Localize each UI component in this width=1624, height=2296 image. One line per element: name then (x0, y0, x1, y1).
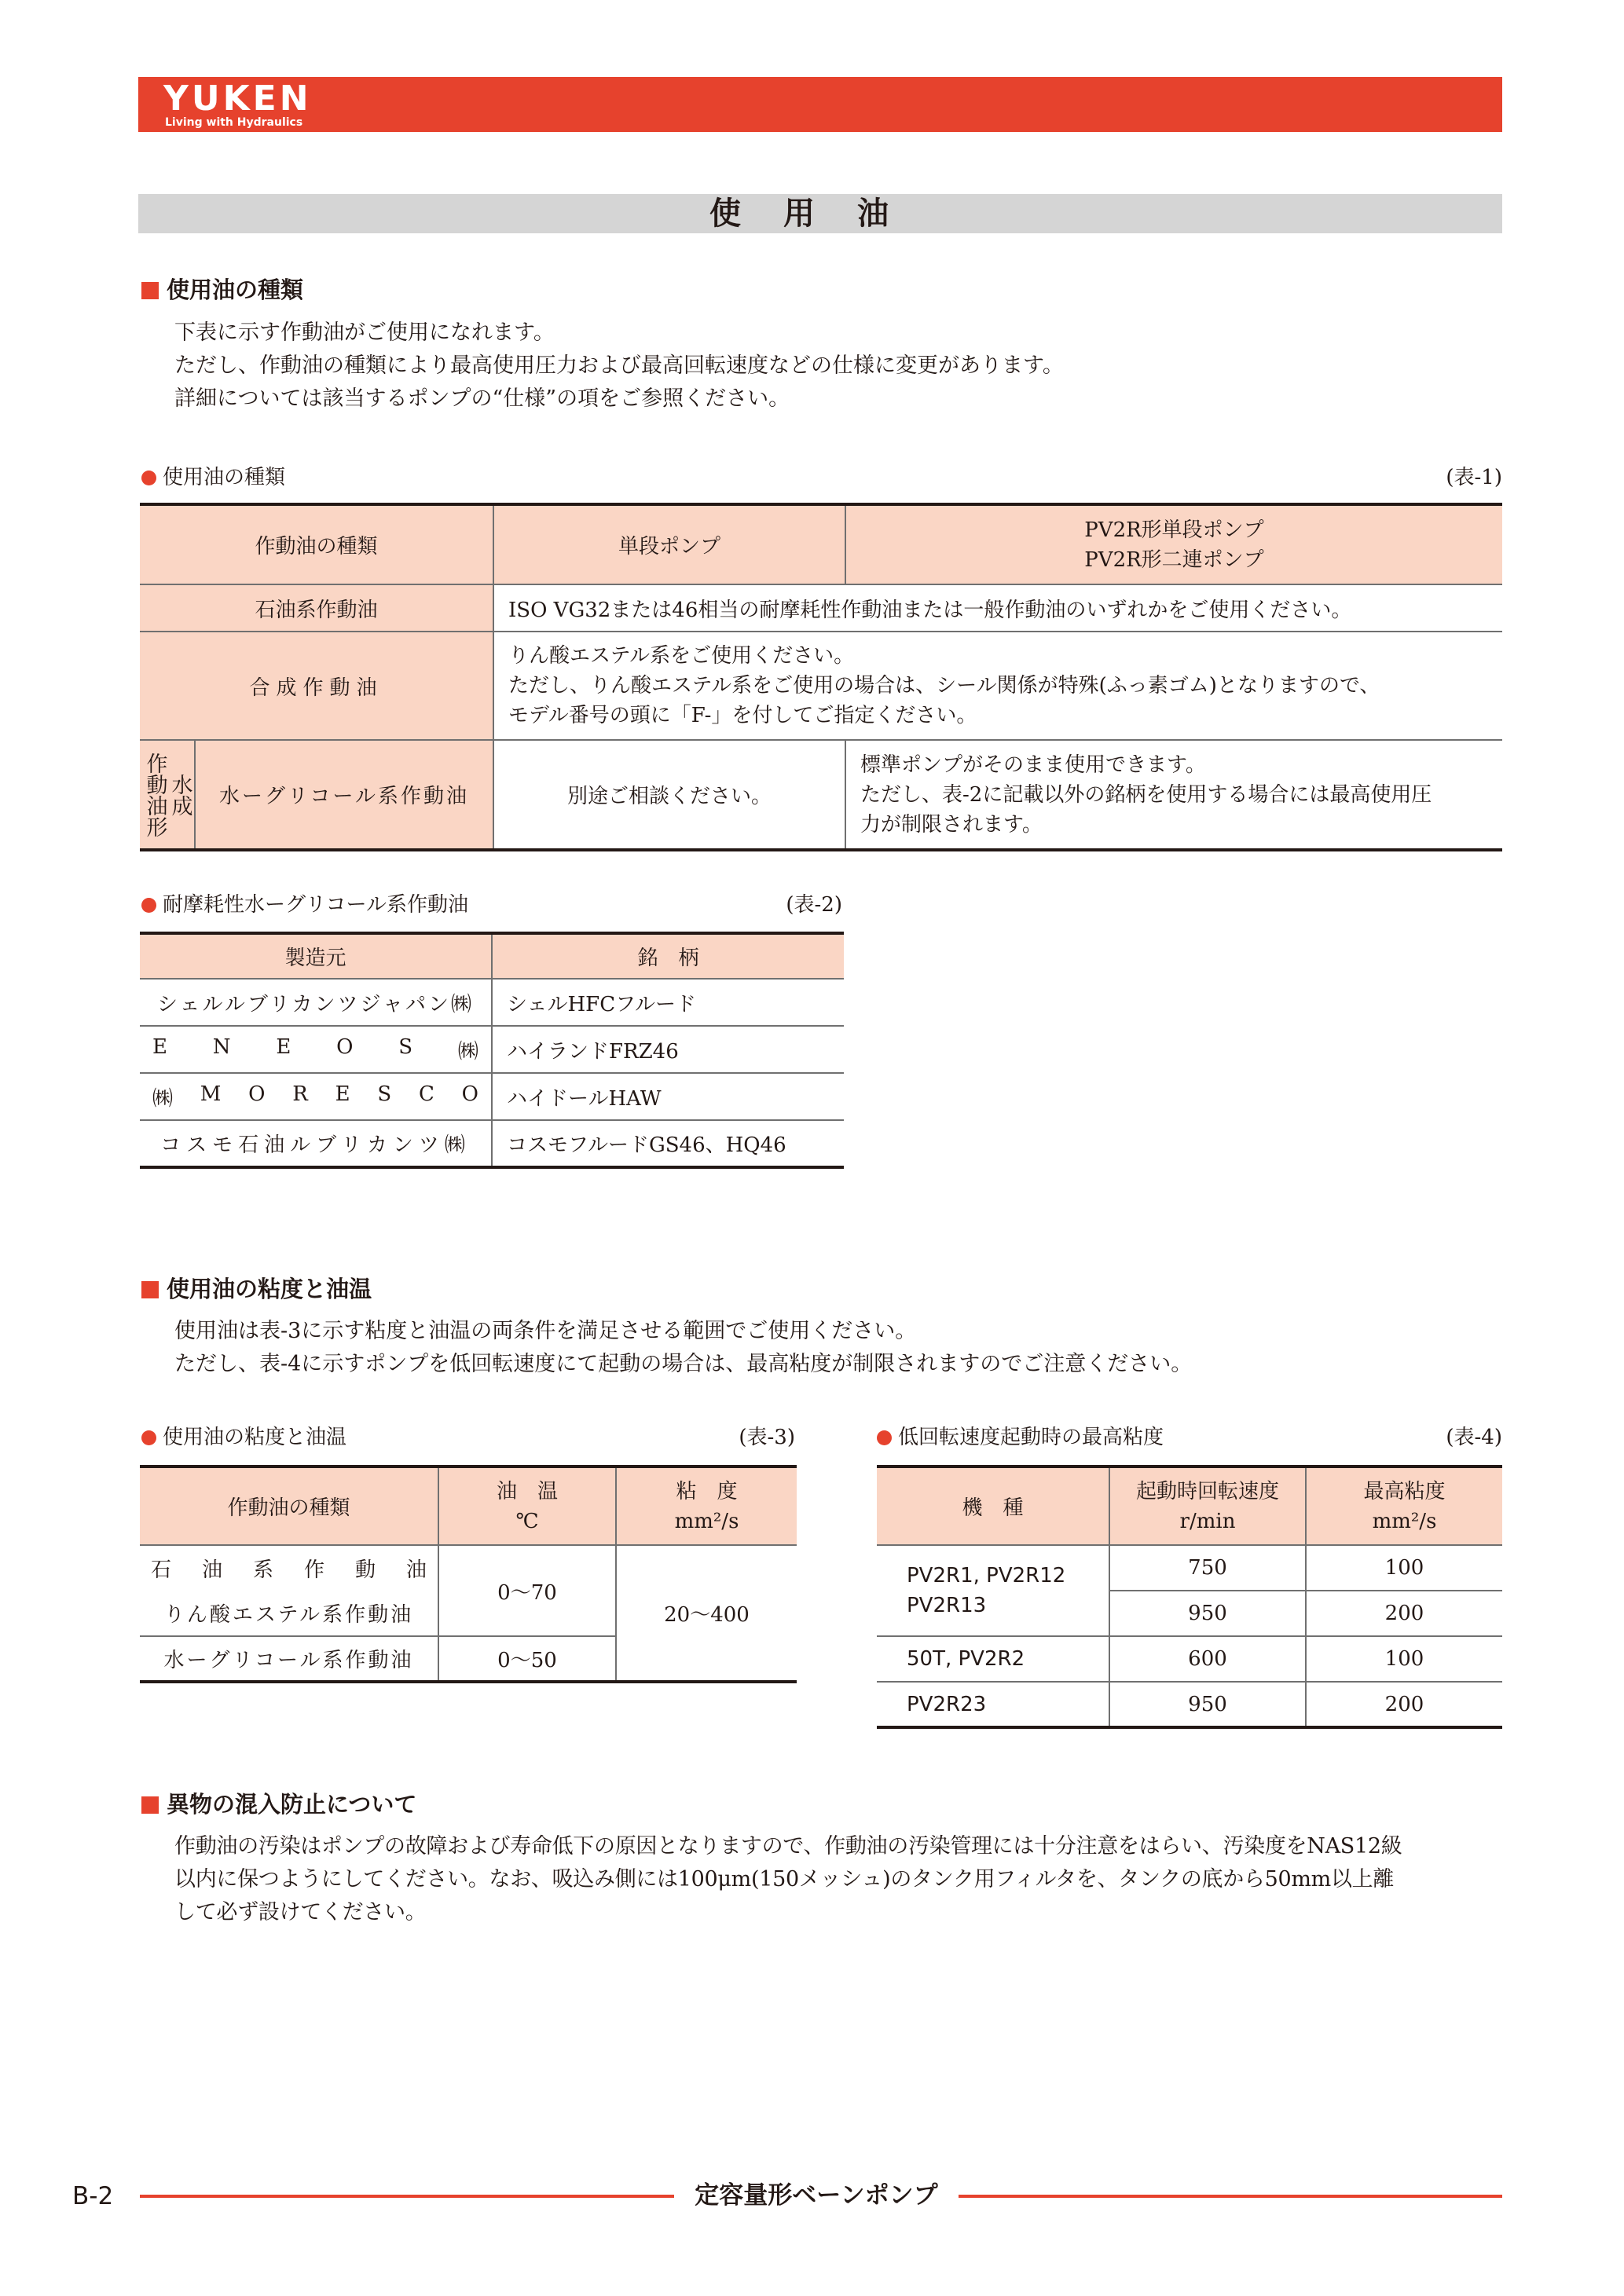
table-row (140, 979, 844, 1026)
paragraph-line: 詳細については該当するポンプの“仕様”の項をご参照ください。 (174, 386, 790, 411)
circle-bullet-icon (141, 898, 156, 913)
brand-cell: ハイランドFRZ46 (492, 1026, 844, 1073)
table2-caption: 耐摩耗性水ーグリコール系作動油 (141, 893, 468, 917)
col-header-pv2r: PV2R形単段ポンプ PV2R形二連ポンプ (845, 504, 1502, 584)
circle-bullet-icon (141, 471, 156, 485)
table4-caption: 低回転速度起動時の最高粘度 (877, 1426, 1164, 1449)
viscosity-cell: 200 (1306, 1591, 1502, 1636)
table-row (140, 740, 1502, 850)
viscosity-cell: 100 (1306, 1636, 1502, 1682)
table-row (140, 632, 1502, 740)
header-band (138, 77, 1502, 132)
brand-cell: コスモフルードGS46、HQ46 (492, 1120, 844, 1167)
section-heading-oil-types: 使用油の種類 (141, 276, 303, 303)
footer-rule (959, 2195, 1502, 2198)
table-row (140, 1073, 844, 1120)
table-row (877, 1545, 1502, 1591)
maker-cell: ㈱ M O R E S C O (140, 1073, 492, 1120)
col-header-oil-temp: 油 温 ℃ (438, 1467, 616, 1545)
model-cell: PV2R23 (877, 1682, 1109, 1727)
paragraph-line: 作動油の汚染はポンプの故障および寿命低下の原因となりますので、作動油の汚染管理には十分注意をはらい、汚染度をNAS12級 (174, 1834, 1402, 1858)
row-label-petroleum: 石油系作動油 (140, 584, 493, 632)
paragraph-line: ただし、作動油の種類により最高使用圧力および最高回転速度などの仕様に変更があります。 (174, 353, 1064, 378)
table1-caption: 使用油の種類 (141, 466, 285, 489)
col-header-oil-type: 作動油の種類 (140, 504, 493, 584)
paragraph-line: ただし、表-4に示すポンプを低回転速度にて起動の場合は、最高粘度が制限されますのでご注意ください。 (174, 1352, 1193, 1376)
title-bar (138, 194, 1502, 233)
speed-cell: 750 (1109, 1545, 1306, 1591)
petroleum-description: ISO VG32または46相当の耐摩耗性作動油または一般作動油のいずれかをご使用ください。 (493, 584, 1502, 632)
temp-cell: 0〜70 (438, 1545, 616, 1636)
temp-cell: 0〜50 (438, 1636, 616, 1682)
model-cell: 50T, PV2R2 (877, 1636, 1109, 1682)
oil-type-cell: りん酸エステル系作動油 (140, 1591, 438, 1636)
oil-type-cell: 水ーグリコール系作動油 (140, 1636, 438, 1682)
viscosity-cell: 20〜400 (616, 1545, 797, 1682)
section-heading-contamination: 異物の混入防止について (141, 1791, 416, 1818)
oil-type-cell: 石 油 系 作 動 油 (140, 1545, 438, 1591)
circle-bullet-icon (877, 1430, 892, 1445)
row-group-label-water-based: 作動油形 水成 (140, 740, 195, 850)
paragraph-line: して必ず設けてください。 (174, 1900, 427, 1924)
col-header-viscosity: 粘 度 mm²/s (616, 1467, 797, 1545)
table-row (140, 584, 1502, 632)
col-header-maker: 製造元 (140, 933, 492, 979)
section2-text (174, 1315, 1192, 1381)
logo-tagline: Living with Hydraulics (165, 116, 303, 129)
maker-cell: E N E O S ㈱ (140, 1026, 492, 1073)
viscosity-cell: 100 (1306, 1545, 1502, 1591)
section1-text (174, 317, 1064, 416)
table-oil-types (140, 503, 1502, 851)
square-bullet-icon (141, 1281, 159, 1298)
table-low-speed-max-viscosity (877, 1465, 1502, 1729)
footer-title: 定容量形ベーンポンプ (695, 2181, 938, 2210)
brand-cell: シェルHFCフルード (492, 979, 844, 1026)
circle-bullet-icon (141, 1430, 156, 1445)
speed-cell: 600 (1109, 1636, 1306, 1682)
table2-number: (表-2) (786, 893, 842, 917)
table3-caption: 使用油の粘度と油温 (141, 1426, 346, 1449)
col-header-model: 機 種 (877, 1467, 1109, 1545)
col-header-single-pump: 単段ポンプ (493, 504, 845, 584)
table-row (140, 1120, 844, 1167)
table-row (877, 1636, 1502, 1682)
water-glycol-pv2r: 標準ポンプがそのまま使用できます。 ただし、表-2に記載以外の銘柄を使用する場合には最高使用圧 力が制限されます。 (845, 740, 1502, 850)
speed-cell: 950 (1109, 1591, 1306, 1636)
square-bullet-icon (141, 1796, 159, 1814)
footer-rule (140, 2195, 674, 2198)
paragraph-line: 使用油は表-3に示す粘度と油温の両条件を満足させる範囲でご使用ください。 (174, 1319, 917, 1343)
table-row (140, 1545, 797, 1591)
speed-cell: 950 (1109, 1682, 1306, 1727)
water-glycol-single-pump: 別途ご相談ください。 (493, 740, 845, 850)
square-bullet-icon (141, 282, 159, 299)
paragraph-line: 下表に示す作動油がご使用になれます。 (174, 320, 555, 345)
col-header-oil-type: 作動油の種類 (140, 1467, 438, 1545)
maker-cell: シェルルブリカンツジャパン㈱ (140, 979, 492, 1026)
brand-cell: ハイドールHAW (492, 1073, 844, 1120)
col-header-max-viscosity: 最高粘度 mm²/s (1306, 1467, 1502, 1545)
maker-cell: コスモ石油ルブリカンツ㈱ (140, 1120, 492, 1167)
table-row (140, 1026, 844, 1073)
synthetic-description: りん酸エステル系をご使用ください。 ただし、りん酸エステル系をご使用の場合は、シール関係が特殊(ふっ素ゴム)となりますので、 モデル番号の頭に「F-」を付してご指定ください。 (493, 632, 1502, 740)
table-water-glycol-brands (140, 932, 844, 1169)
table1-number: (表-1) (1446, 466, 1502, 489)
paragraph-line: 以内に保つようにしてください。なお、吸込み側には100μm(150メッシュ)のタンク用フィルタを、タンクの底から50mm以上離 (174, 1867, 1395, 1891)
row-label-synthetic: 合成作動油 (140, 632, 493, 740)
section3-text (174, 1830, 1402, 1929)
table-viscosity-temperature (140, 1465, 797, 1683)
col-header-brand: 銘 柄 (492, 933, 844, 979)
viscosity-cell: 200 (1306, 1682, 1502, 1727)
model-cell: PV2R1, PV2R12 PV2R13 (877, 1545, 1109, 1636)
section-heading-viscosity: 使用油の粘度と油温 (141, 1276, 372, 1302)
table4-number: (表-4) (1446, 1426, 1502, 1449)
table-row (877, 1682, 1502, 1727)
col-header-start-speed: 起動時回転速度 r/min (1109, 1467, 1306, 1545)
row-label-water-glycol: 水ーグリコール系作動油 (195, 740, 493, 850)
page-number: B-2 (72, 2182, 114, 2210)
page-title: 使用油 (709, 196, 931, 232)
table3-number: (表-3) (739, 1426, 795, 1449)
yuken-logo: YUKEN (163, 79, 312, 119)
